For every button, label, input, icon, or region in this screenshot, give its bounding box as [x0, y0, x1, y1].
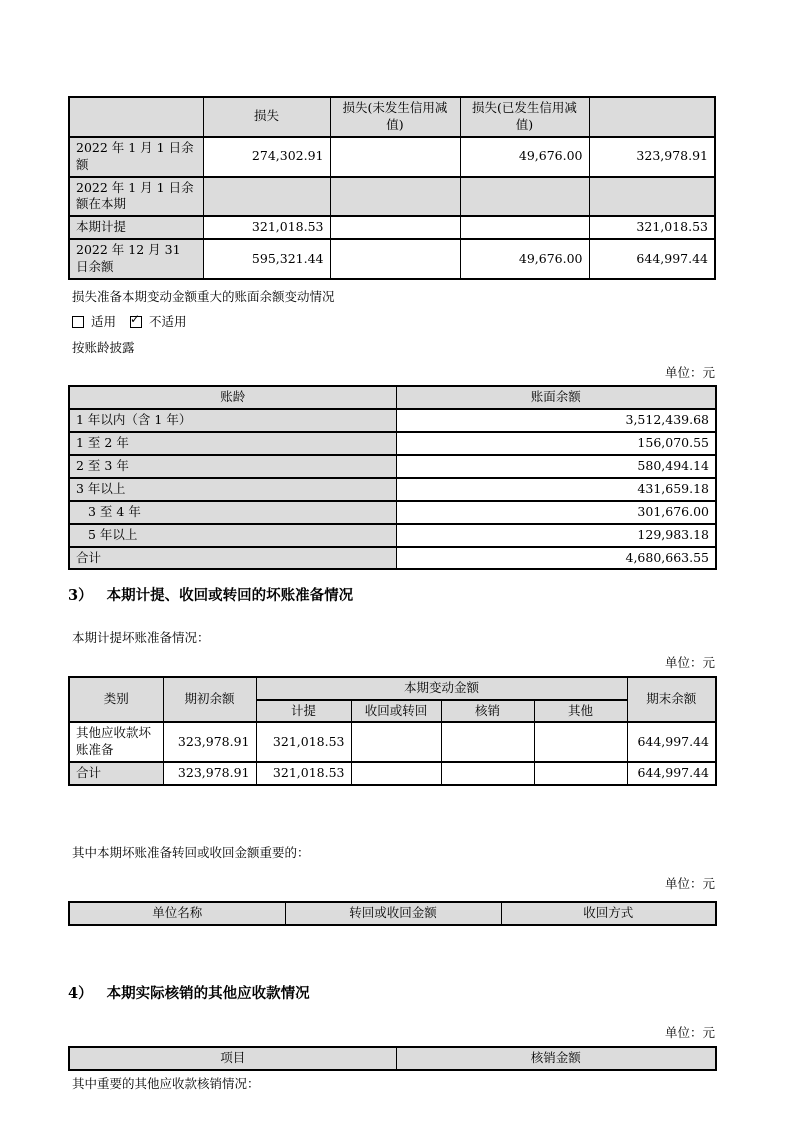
cell-no-credit-impair [330, 239, 460, 279]
unit-label: 单位：元 [664, 875, 715, 891]
cell-total: 644,997.44 [589, 239, 715, 279]
table-row [69, 524, 716, 547]
provision-accrual: 321,018.53 [256, 722, 351, 762]
aging-total-label: 合计 [69, 547, 396, 570]
cell-loss: 321,018.53 [203, 216, 330, 239]
cell-loss: 595,321.44 [203, 239, 330, 279]
table-row [69, 409, 716, 432]
unit-label: 单位：元 [664, 1025, 715, 1041]
provision-recover [351, 722, 441, 762]
aging-value: 129,983.18 [396, 524, 716, 547]
table-row [69, 432, 716, 455]
aging-value: 301,676.00 [396, 501, 716, 524]
table-row [69, 455, 716, 478]
checkbox-checked-icon[interactable] [130, 312, 142, 328]
section-3-title: 本期计提、收回或转回的坏账准备情况 [106, 587, 354, 605]
provision-closing: 644,997.44 [627, 722, 716, 762]
cell-loss [203, 177, 330, 217]
provision-writeoff [441, 722, 534, 762]
aging-disclosure-note: 按账龄披露 [72, 339, 135, 355]
section-4-number: 4） [68, 984, 93, 1002]
cell-credit-impair: 49,676.00 [460, 239, 589, 279]
aging-value: 431,659.18 [396, 478, 716, 501]
aging-label: 3 年以上 [69, 478, 396, 501]
cell-total: 321,018.53 [589, 216, 715, 239]
row-label: 2022 年 1 月 1 日余额在本期 [69, 177, 203, 217]
cell-credit-impair: 49,676.00 [460, 137, 589, 177]
aging-label: 5 年以上 [69, 524, 396, 547]
loss-table-header-loss: 损失 [203, 97, 330, 137]
provision-writeoff [441, 762, 534, 785]
loss-table-header-credit-impair: 损失(已发生信用减值) [460, 97, 589, 137]
aging-label: 1 至 2 年 [69, 432, 396, 455]
not-applicable-label: 不适用 [149, 313, 187, 329]
recovery-header-method: 收回方式 [501, 902, 716, 925]
provision-total-label: 合计 [69, 762, 163, 785]
table-row [69, 478, 716, 501]
applicable-label: 适用 [91, 313, 117, 329]
recovery-table [68, 901, 717, 926]
cell-credit-impair [460, 177, 589, 217]
aging-total-value: 4,680,663.55 [396, 547, 716, 570]
recovery-header-amount: 转回或收回金额 [285, 902, 501, 925]
loss-change-note: 损失准备本期变动金额重大的账面余额变动情况 [72, 288, 335, 304]
section-3-heading [68, 586, 715, 606]
section-3-number: 3） [68, 587, 93, 605]
provision-header-writeoff: 核销 [441, 700, 534, 723]
table-row [69, 177, 715, 217]
cell-no-credit-impair [330, 216, 460, 239]
aging-header-balance: 账面余额 [396, 386, 716, 409]
table-row [69, 722, 716, 762]
aging-label: 3 至 4 年 [69, 501, 396, 524]
table-row [69, 216, 715, 239]
writeoff-table [68, 1046, 717, 1071]
cell-credit-impair [460, 216, 589, 239]
aging-table [68, 385, 717, 570]
table-row [69, 501, 716, 524]
table-row [69, 137, 715, 177]
row-label: 本期计提 [69, 216, 203, 239]
provision-other [534, 762, 627, 785]
provision-accrual: 321,018.53 [256, 762, 351, 785]
provision-opening: 323,978.91 [163, 762, 256, 785]
table-row [69, 547, 716, 570]
provision-header-accrual: 计提 [256, 700, 351, 723]
aging-value: 580,494.14 [396, 455, 716, 478]
section-4-title: 本期实际核销的其他应收款情况 [106, 984, 310, 1002]
provision-header-other: 其他 [534, 700, 627, 723]
provision-other [534, 722, 627, 762]
provision-change-table [68, 676, 717, 786]
table-row [69, 239, 715, 279]
loss-provision-table [68, 96, 716, 280]
provision-opening: 323,978.91 [163, 722, 256, 762]
section-4-heading [68, 984, 715, 1004]
provision-header-recover: 收回或转回 [351, 700, 441, 723]
cell-no-credit-impair [330, 177, 460, 217]
provision-recover [351, 762, 441, 785]
important-writeoff-note: 其中重要的其他应收款核销情况： [72, 1076, 260, 1091]
provision-category: 其他应收款坏账准备 [69, 722, 163, 762]
unit-label: 单位：元 [664, 364, 715, 380]
applicability-choice [72, 314, 715, 331]
cell-no-credit-impair [330, 137, 460, 177]
aging-label: 2 至 3 年 [69, 455, 396, 478]
cell-total: 323,978.91 [589, 137, 715, 177]
row-label: 2022 年 1 月 1 日余额 [69, 137, 203, 177]
provision-subtext: 本期计提坏账准备情况： [72, 629, 210, 645]
loss-table-header-no-credit-impair: 损失(未发生信用减值) [330, 97, 460, 137]
recovery-note: 其中本期坏账准备转回或收回金额重要的： [72, 845, 310, 861]
table-row [69, 762, 716, 785]
aging-label: 1 年以内（含 1 年） [69, 409, 396, 432]
loss-table-header-blank-2 [589, 97, 715, 137]
cell-total [589, 177, 715, 217]
provision-header-opening: 期初余额 [163, 677, 256, 723]
aging-value: 156,070.55 [396, 432, 716, 455]
loss-table-header-blank-1 [69, 97, 203, 137]
writeoff-header-item: 项目 [69, 1047, 396, 1070]
document-page [68, 0, 715, 1093]
aging-value: 3,512,439.68 [396, 409, 716, 432]
check-mark-icon: ✓ [130, 312, 141, 327]
row-label: 2022 年 12 月 31 日余额 [69, 239, 203, 279]
provision-header-category: 类别 [69, 677, 163, 723]
recovery-header-entity: 单位名称 [69, 902, 285, 925]
aging-header-age: 账龄 [69, 386, 396, 409]
provision-header-closing: 期末余额 [627, 677, 716, 723]
writeoff-header-amount: 核销金额 [396, 1047, 716, 1070]
unit-label: 单位：元 [664, 654, 715, 670]
provision-header-change-group: 本期变动金额 [256, 677, 627, 700]
checkbox-unchecked-icon[interactable] [72, 316, 84, 328]
provision-closing: 644,997.44 [627, 762, 716, 785]
cell-loss: 274,302.91 [203, 137, 330, 177]
